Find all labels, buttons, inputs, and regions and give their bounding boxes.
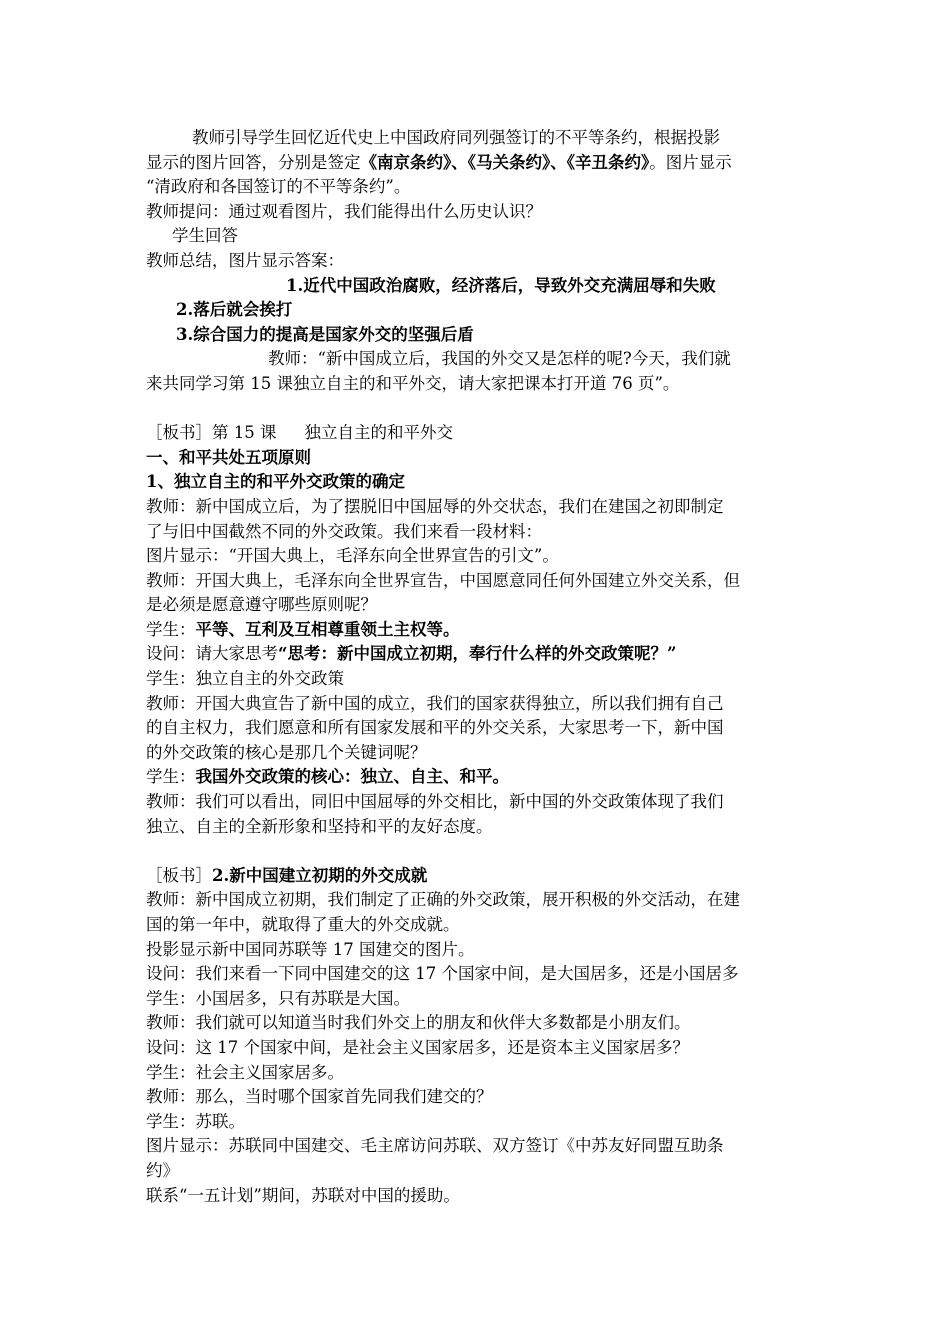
teacher-line: 的自主权力，我们愿意和所有国家发展和平的外交关系，大家思考一下，新中国 [146, 718, 724, 738]
question-line [146, 642, 810, 667]
teacher-line: 教师：开国大典宣告了新中国的成立，我们的国家获得独立，所以我们拥有自己 [146, 693, 724, 713]
speaker-label: 学生： [146, 767, 196, 787]
subsection-heading-1: 1、独立自主的和平外交政策的确定 [146, 472, 405, 492]
spacer [146, 397, 810, 422]
summary-point-1: 1.近代中国政治腐败，经济落后，导致外交充满屈辱和失败 [286, 275, 716, 295]
teacher-question: 教师提问：通过观看图片，我们能得出什么历史认识？ [146, 201, 542, 221]
document-page [146, 126, 810, 1208]
intro-line-2: 来共同学习第 15 课独立自主的和平外交，请大家把课本打开道 76 页”。 [146, 373, 680, 393]
summary-point-2: 2.落后就会挨打 [176, 300, 293, 320]
paragraph-recall-line-1: 教师引导学生回忆近代史上中国政府同列强签订的不平等条约，根据投影 [192, 128, 720, 147]
student-bold-answer: 平等、互利及互相尊重领土主权等。 [195, 619, 460, 639]
picture-display-line: 约》 [146, 1160, 179, 1180]
blackboard-prefix: ［板书］第 15 课 [146, 423, 277, 443]
picture-display-line: 图片显示：苏联同中国建交、毛主席访问苏联、双方签订《中苏友好同盟互助条 [146, 1136, 724, 1156]
picture-display-line: 图片显示：“开国大典上，毛泽东向全世界宣告的引文”。 [146, 546, 559, 566]
question-bold-text: “思考：新中国成立初期，奉行什么样的外交政策呢？” [278, 644, 677, 664]
blackboard-prefix: ［板书］ [146, 865, 212, 885]
teacher-line: 教师：我们就可以知道当时我们外交上的朋友和伙伴大多数都是小朋友们。 [146, 1013, 691, 1033]
recall-text-end: 。图片显示 [649, 152, 732, 172]
paragraph-recall-line-2 [146, 151, 810, 176]
connection-line: 联系“一五计划”期间，苏联对中国的援助。 [146, 1185, 460, 1205]
recall-text: 显示的图片回答，分别是签定 [146, 152, 361, 172]
student-line: 学生：独立自主的外交政策 [146, 669, 344, 689]
teacher-line: 国的第一年中，就取得了重大的外交成就。 [146, 915, 460, 934]
lesson-title: 独立自主的和平外交 [304, 423, 453, 443]
teacher-summary: 教师总结，图片显示答案： [146, 250, 344, 270]
student-line [146, 765, 810, 790]
blackboard-heading-2 [146, 864, 810, 889]
question-line: 设问：我们来看一下同中国建交的这 17 个国家中间，是大国居多，还是小国居多 [146, 964, 739, 984]
spacer [146, 839, 810, 864]
section-title: 2.新中国建立初期的外交成就 [212, 865, 428, 885]
student-line: 学生：小国居多，只有苏联是大国。 [146, 988, 410, 1008]
blackboard-heading-1 [146, 421, 810, 446]
student-bold-answer: 我国外交政策的核心：独立、自主、和平。 [195, 767, 509, 787]
treaty-names: 《南京条约》、《马关条约》、《辛丑条约》 [360, 152, 650, 172]
student-line: 学生：苏联。 [146, 1111, 245, 1131]
teacher-line: 教师：新中国成立初期，我们制定了正确的外交政策，展开积极的外交活动，在建 [146, 890, 740, 910]
speaker-label: 设问：请大家思考 [146, 644, 278, 664]
summary-point-3: 3.综合国力的提高是国家外交的坚强后盾 [176, 324, 474, 344]
teacher-line: 独立、自主的全新形象和坚持和平的友好态度。 [146, 816, 493, 836]
intro-line-1: 教师：“新中国成立后，我国的外交又是怎样的呢?今天，我们就 [268, 349, 731, 369]
student-answer: 学生回答 [172, 226, 238, 246]
teacher-line: 教师：开国大典上，毛泽东向全世界宣告，中国愿意同任何外国建立外交关系，但 [146, 570, 740, 590]
teacher-line: 了与旧中国截然不同的外交政策。我们来看一段材料： [146, 521, 542, 541]
question-line: 设问：这 17 个国家中间，是社会主义国家居多，还是资本主义国家居多？ [146, 1037, 689, 1057]
teacher-line: 的外交政策的核心是那几个关键词呢？ [146, 742, 427, 762]
projection-line: 投影显示新中国同苏联等 17 国建交的图片。 [146, 939, 475, 959]
teacher-line: 教师：我们可以看出，同旧中国屈辱的外交相比，新中国的外交政策体现了我们 [146, 792, 724, 812]
section-heading-1: 一、和平共处五项原则 [146, 447, 311, 467]
paragraph-recall-line-3: “清政府和各国签订的不平等条约”。 [146, 177, 411, 197]
teacher-line: 教师：新中国成立后，为了摆脱旧中国屈辱的外交状态，我们在建国之初即制定 [146, 496, 724, 516]
teacher-line: 是必须是愿意遵守哪些原则呢？ [146, 595, 377, 615]
student-line: 学生：社会主义国家居多。 [146, 1062, 344, 1082]
speaker-label: 学生： [146, 619, 196, 639]
teacher-line: 教师：那么，当时哪个国家首先同我们建交的？ [146, 1087, 493, 1107]
student-line [146, 618, 810, 643]
